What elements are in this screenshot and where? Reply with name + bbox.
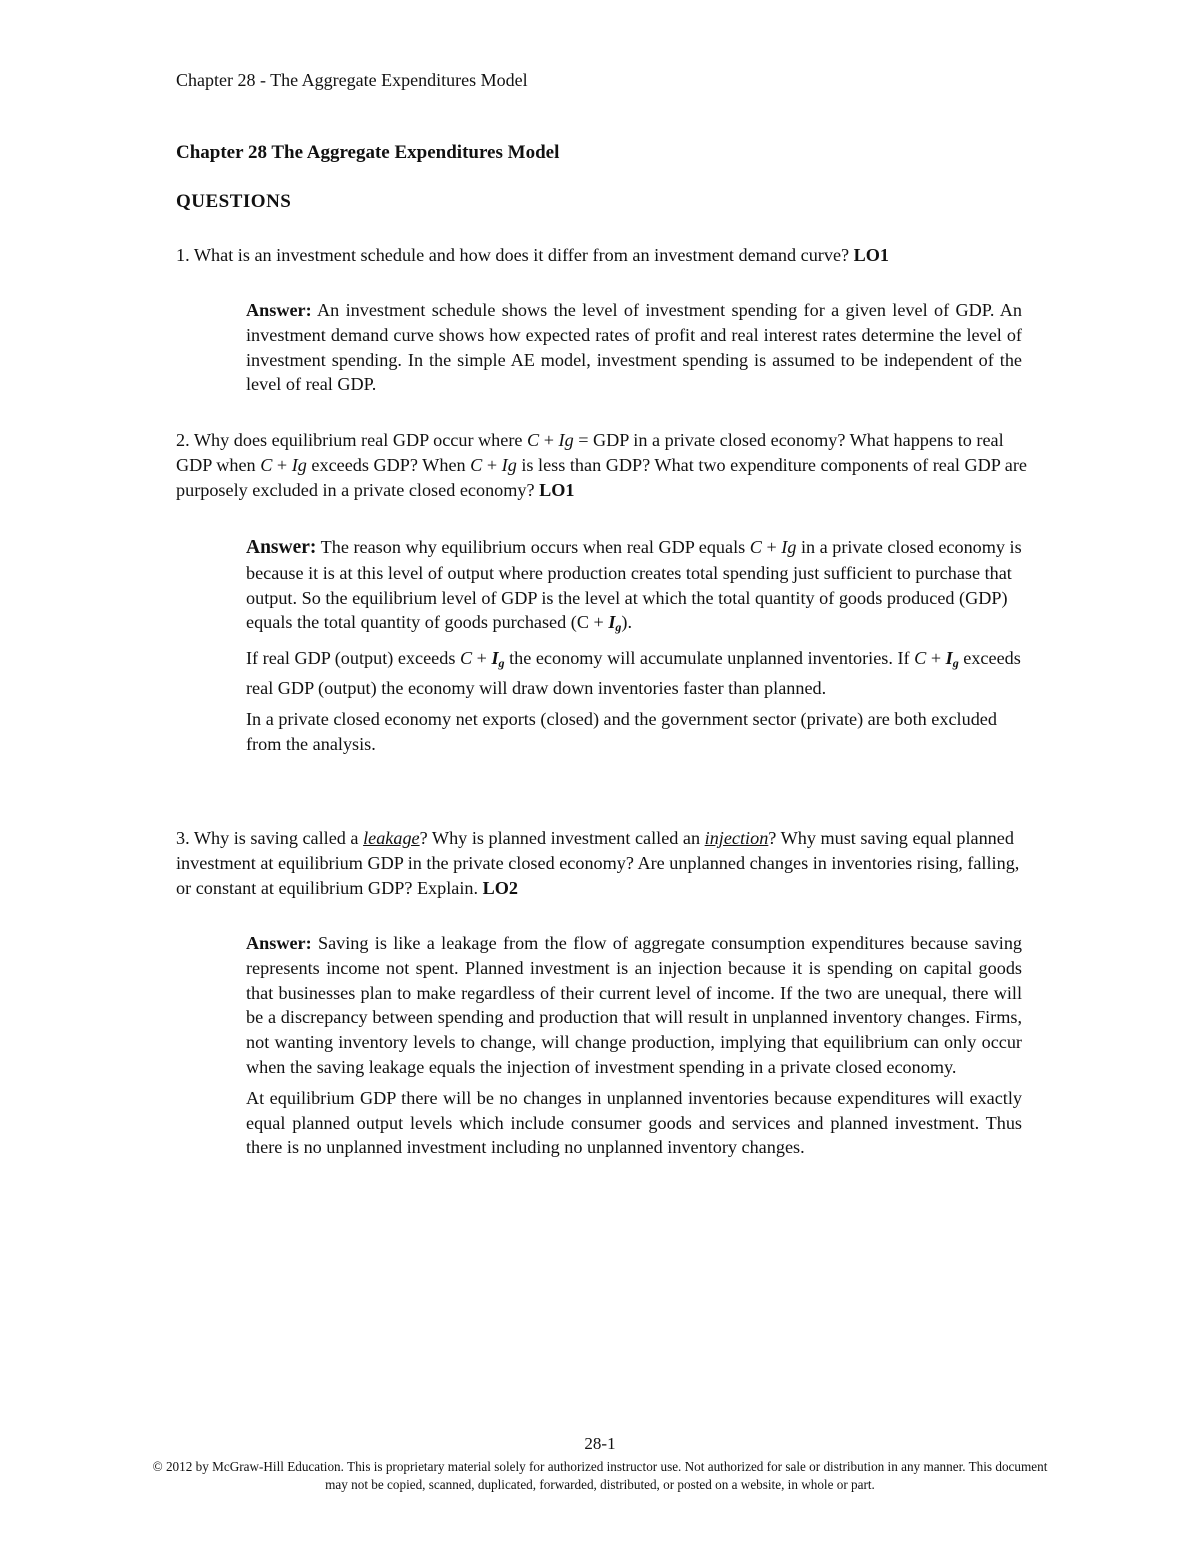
learning-objective-tag: LO1 [539, 479, 575, 500]
copyright-notice: © 2012 by McGraw-Hill Education. This is proprietary material solely for authorized instructor use. Not authorized for sale or distribution in any manner. This document may not be copied, scanned, duplicated, forwarded, distributed, or posted on a website, in whole or part. [152, 1459, 1048, 1492]
symbol-ig: Ig [781, 537, 797, 557]
question-2-part-2: = GDP in a private closed economy? What happens to real GDP when [176, 430, 1004, 475]
chapter-title: Chapter 28 The Aggregate Expenditures Model [176, 142, 560, 163]
symbol-i: I [491, 648, 499, 669]
question-3-part-2: ? Why is planned investment called an [419, 828, 701, 848]
learning-objective-tag: LO1 [853, 245, 890, 265]
symbol-plus: + [543, 430, 554, 450]
term-injection: injection [704, 828, 769, 848]
symbol-i: I [608, 612, 616, 633]
page-footer [150, 1434, 1050, 1494]
running-header: Chapter 28 - The Aggregate Expenditures Model [176, 70, 528, 90]
answer-2-text: ). [621, 612, 632, 633]
answer-label: Answer: [246, 537, 317, 558]
answer-3-paragraph-2: At equilibrium GDP there will be no changes in unplanned inventories because expenditures will exactly equal planned output levels which include consumer goods and services and planned investment. Thus there is no unplanned investment including no unplanned inventory changes. [246, 1087, 1022, 1158]
answer-2-paragraph-2 [246, 646, 1022, 701]
answer-3-paragraph-1 [246, 931, 1022, 1080]
symbol-plus: + [276, 454, 288, 475]
symbol-c: C [749, 537, 762, 557]
symbol-plus: + [476, 648, 487, 669]
answer-label: Answer: [246, 300, 312, 320]
answer-2-text: If real GDP (output) exceeds [246, 648, 456, 669]
symbol-c: C [527, 430, 540, 450]
section-heading: QUESTIONS [176, 191, 292, 212]
question-3 [176, 826, 1036, 900]
symbol-c: C [470, 454, 483, 475]
answer-2-text: the economy will accumulate unplanned inventories. If [509, 648, 910, 669]
page-number: 28-1 [584, 1434, 616, 1453]
answer-3-text: Saving is like a leakage from the flow of aggregate consumption expenditures because saving represents income not spent. Planned investment is an injection because it is spending on capital goods that businesses plan to make regardless of their current level of income. If the two are unequal, there will be a discrepancy between spending and production that will result in unplanned inventory changes. Firms, not wanting inventory levels to change, will change production, implying that equilibrium can only occur when the saving leakage equals the injection of investment spending in a private closed economy. [246, 933, 1023, 1077]
symbol-ig: Ig [501, 454, 517, 475]
question-2-part-3: exceeds GDP? When [311, 454, 466, 475]
subscript-g: g [498, 656, 505, 671]
answer-2 [246, 535, 1022, 762]
question-2-part-4: is less than GDP? What two expenditure components of real GDP are purposely excluded in a private closed economy? [176, 454, 1027, 500]
symbol-c: C [260, 454, 273, 475]
symbol-plus: + [486, 454, 498, 475]
symbol-i: I [945, 648, 953, 669]
answer-label: Answer: [246, 933, 312, 953]
answer-2-paragraph-1 [246, 535, 1022, 640]
question-3-part-3: ? Why must saving equal planned investment at equilibrium GDP in the private closed economy? Are unplanned changes in inventories rising, falling, or constant at equilibrium GDP? Explain. [176, 828, 1020, 898]
answer-2-paragraph-3: In a private closed economy net exports (closed) and the government sector (private) are both excluded from the analysis. [246, 708, 997, 754]
question-1-text: 1. What is an investment schedule and how does it differ from an investment demand curve? [176, 245, 850, 265]
answer-2-text: in a private closed economy is because it is at this level of output where production creates total spending just sufficient to purchase that output. So the equilibrium level of GDP is the level at which the total quantity of goods produced (GDP) equals the total quantity of goods purchased (C + [246, 537, 1022, 633]
answer-3 [246, 931, 1022, 1166]
symbol-c: C [914, 648, 927, 669]
learning-objective-tag: LO2 [482, 877, 518, 898]
answer-2-text: The reason why equilibrium occurs when real GDP equals [320, 537, 746, 557]
answer-2-text: exceeds real GDP (output) the economy will draw down inventories faster than planned. [246, 648, 1021, 698]
term-leakage: leakage [363, 828, 420, 848]
symbol-plus: + [766, 537, 777, 557]
subscript-g: g [615, 620, 622, 635]
answer-1-text: An investment schedule shows the level of investment spending for a given level of GDP. An investment demand curve shows how expected rates of profit and real interest rates determine the level of investment spending. In the simple AE model, investment spending is assumed to be independent of the level of real GDP. [246, 300, 1022, 395]
subscript-g: g [952, 656, 959, 671]
question-3-part-1: 3. Why is saving called a [176, 828, 359, 848]
symbol-plus: + [930, 648, 942, 669]
symbol-c: C [459, 648, 473, 669]
question-2-part-1: 2. Why does equilibrium real GDP occur where [176, 430, 523, 450]
answer-1 [246, 298, 1022, 403]
symbol-ig: Ig [558, 430, 574, 450]
question-1 [176, 243, 1036, 268]
question-2 [176, 428, 1036, 502]
symbol-ig: Ig [291, 454, 307, 475]
